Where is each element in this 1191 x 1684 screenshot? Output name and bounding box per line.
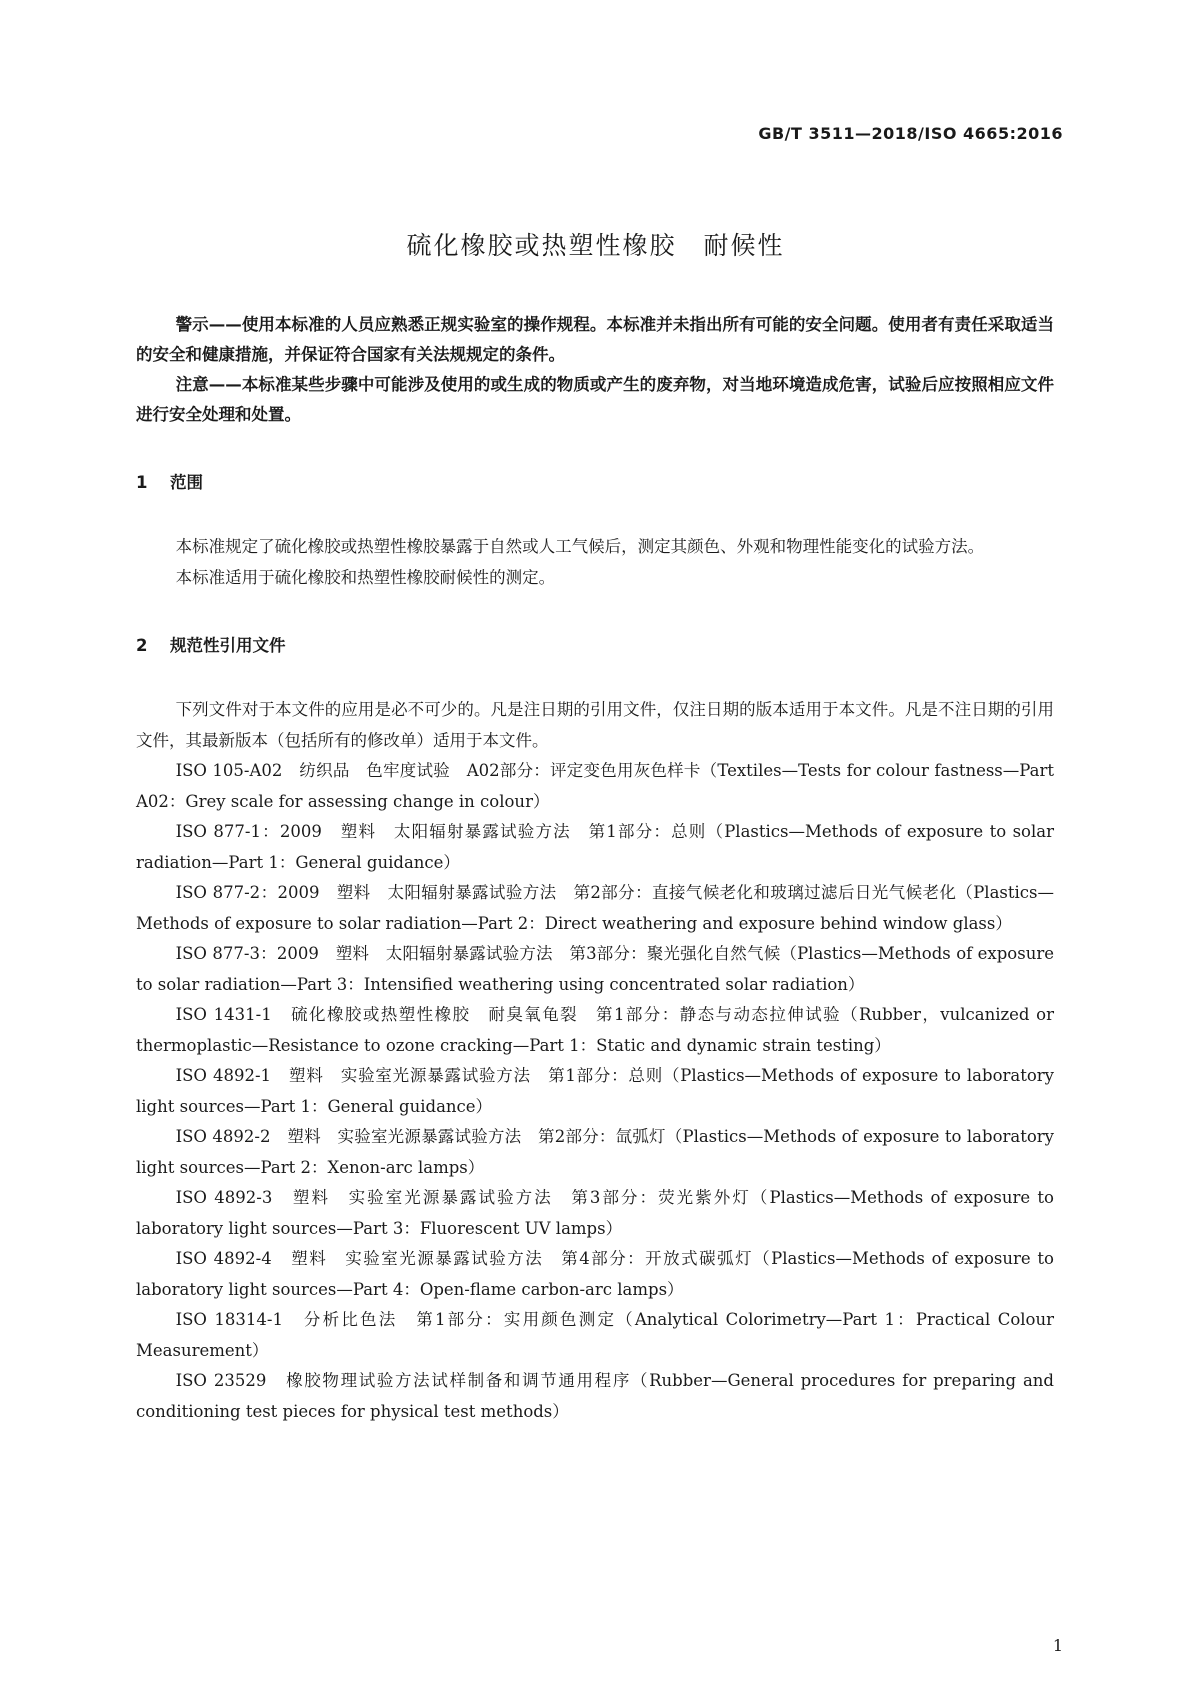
section-number: 2 [136,636,148,655]
reference-entry: ISO 877-2：2009 塑料 太阳辐射暴露试验方法 第2部分：直接气候老化和玻璃过滤后日光气候老化（Plastics—Methods of exposure to solar radiation—Part 2：Direct weathering and exposure behind window glass） [136,883,1054,933]
reference-entry: ISO 877-1：2009 塑料 太阳辐射暴露试验方法 第1部分：总则（Plastics—Methods of exposure to solar radiation—Part 1：General guidance） [136,822,1054,872]
reference-entry: ISO 4892-2 塑料 实验室光源暴露试验方法 第2部分：氙弧灯（Plastics—Methods of exposure to laboratory light sources—Part 2：Xenon-arc lamps） [136,1127,1054,1177]
reference-entry: ISO 1431-1 硫化橡胶或热塑性橡胶 耐臭氧龟裂 第1部分：静态与动态拉伸试验（Rubber，vulcanized or thermoplastic—Resistance to ozone cracking—Part 1：Static and dynamic strain testing） [136,1005,1054,1055]
section-heading-normative-references [136,633,1054,659]
section-heading-scope [136,470,1054,496]
warning-paragraph: 警示——使用本标准的人员应熟悉正规实验室的操作规程。本标准并未指出所有可能的安全问题。使用者有责任采取适当的安全和健康措施，并保证符合国家有关法规规定的条件。 [136,315,1054,364]
page-title: 硫化橡胶或热塑性橡胶 耐候性 [406,231,785,260]
reference-entry: ISO 4892-1 塑料 实验室光源暴露试验方法 第1部分：总则（Plastics—Methods of exposure to laboratory light sources—Part 1：General guidance） [136,1066,1054,1116]
reference-entry: ISO 4892-4 塑料 实验室光源暴露试验方法 第4部分：开放式碳弧灯（Plastics—Methods of exposure to laboratory light sources—Part 4：Open-flame carbon-arc lamps） [136,1249,1054,1299]
page-number: 1 [1052,1636,1063,1655]
reference-entry: ISO 877-3：2009 塑料 太阳辐射暴露试验方法 第3部分：聚光强化自然气候（Plastics—Methods of exposure to solar radiation—Part 3：Intensified weathering using concentrated solar radiation） [136,944,1054,994]
standard-code: GB/T 3511—2018/ISO 4665:2016 [758,124,1063,143]
scope-paragraph: 本标准适用于硫化橡胶和热塑性橡胶耐候性的测定。 [175,567,556,587]
section-title: 规范性引用文件 [170,636,286,655]
references-intro: 下列文件对于本文件的应用是必不可少的。凡是注日期的引用文件，仅注日期的版本适用于本文件。凡是不注日期的引用文件，其最新版本（包括所有的修改单）适用于本文件。 [136,700,1054,750]
section-number: 1 [136,473,148,492]
reference-entry: ISO 23529 橡胶物理试验方法试样制备和调节通用程序（Rubber—General procedures for preparing and conditioning test pieces for physical test methods） [136,1371,1054,1421]
reference-entry: ISO 18314-1 分析比色法 第1部分：实用颜色测定（Analytical Colorimetry—Part 1：Practical Colour Measurement） [136,1310,1054,1360]
scope-paragraph: 本标准规定了硫化橡胶或热塑性橡胶暴露于自然或人工气候后，测定其颜色、外观和物理性能变化的试验方法。 [175,537,985,556]
document-body [136,310,1054,1427]
notice-paragraph: 注意——本标准某些步骤中可能涉及使用的或生成的物质或产生的废弃物，对当地环境造成危害，试验后应按照相应文件进行安全处理和处置。 [136,375,1054,424]
section-title: 范围 [170,473,203,492]
reference-entry: ISO 105-A02 纺织品 色牢度试验 A02部分：评定变色用灰色样卡（Textiles—Tests for colour fastness—Part A02：Grey scale for assessing change in colour） [136,761,1054,811]
reference-entry: ISO 4892-3 塑料 实验室光源暴露试验方法 第3部分：荧光紫外灯（Plastics—Methods of exposure to laboratory light sources—Part 3：Fluorescent UV lamps） [136,1188,1054,1238]
